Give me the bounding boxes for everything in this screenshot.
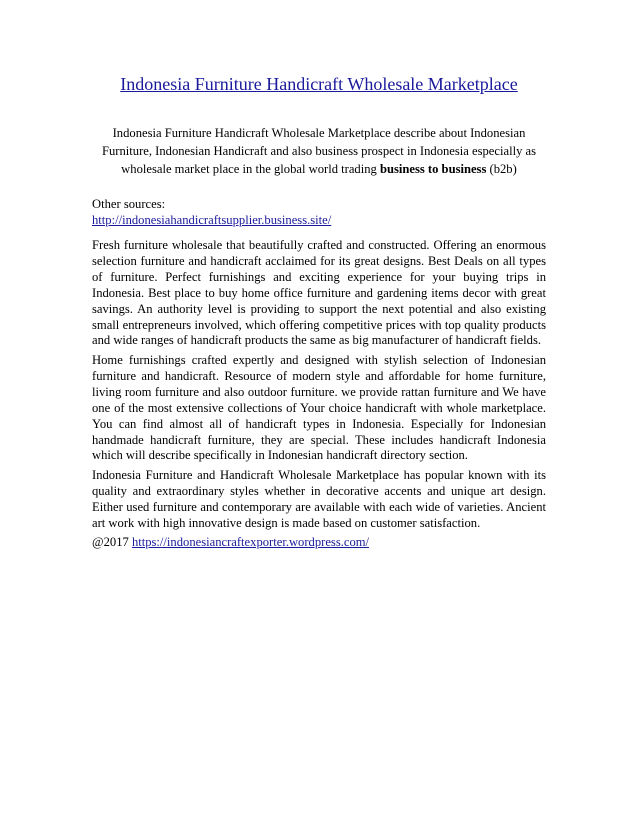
paragraph-1: Fresh furniture wholesale that beautifully crafted and constructed. Offering an enormous selection furniture and handicraft acclaimed for its great designs. Best Deals on all types of furniture. Perfect furnishings and exciting experience for your buying trips in Indonesia. Best place to buy home office furniture and gardening items decor with great savings. An authority level is providing to support the next potential and also existing small entrepreneurs involved, which offering competitive prices with top quality products and wide ranges of handicraft products the same as big manufacturer of handicraft fields.: [92, 238, 546, 348]
intro-bold-text: business to business: [379, 162, 487, 176]
other-sources-label: Other sources:: [92, 197, 166, 211]
intro-text-end: (b2b): [486, 162, 517, 176]
paragraph-3: Indonesia Furniture and Handicraft Wholesale Marketplace has popular known with its quality and extraordinary styles whether in decorative accents and unique art design. Either used furniture and contemporary are available with each wide of varieties. Ancient art work with high innovative design is made based on customer satisfaction.: [92, 468, 546, 530]
intro-text-start: Indonesia Furniture Handicraft Wholesale Marketplace describe about Indonesian Furniture, Indonesian Handicraft and also business prospect in Indonesia especially as wholesale market place in the global world trading: [101, 126, 537, 176]
paragraph-2: Home furnishings crafted expertly and designed with stylish selection of Indonesian furniture and handicraft. Resource of modern style and affordable for home furniture, living room furniture and also outdoor furniture. we provide rattan furniture and We have one of the most extensive collections of Your choice handicraft with whole marketplace. You can find almost all of handicraft types in Indonesia. Especially for Indonesian handmade handicraft furniture, they are special. These includes handicraft Indonesia which will describe specifically in Indonesian handicraft directory section.: [92, 353, 546, 463]
intro-paragraph: [96, 124, 542, 178]
footer-prefix: @2017: [92, 535, 132, 549]
other-sources-block: [92, 197, 546, 229]
other-sources-link[interactable]: http://indonesiahandicraftsupplier.business.site/: [92, 212, 332, 227]
footer-link[interactable]: https://indonesiancraftexporter.wordpress.com/: [131, 535, 370, 549]
footer-line: [92, 535, 546, 551]
document-title[interactable]: Indonesia Furniture Handicraft Wholesale Marketplace: [120, 74, 518, 94]
